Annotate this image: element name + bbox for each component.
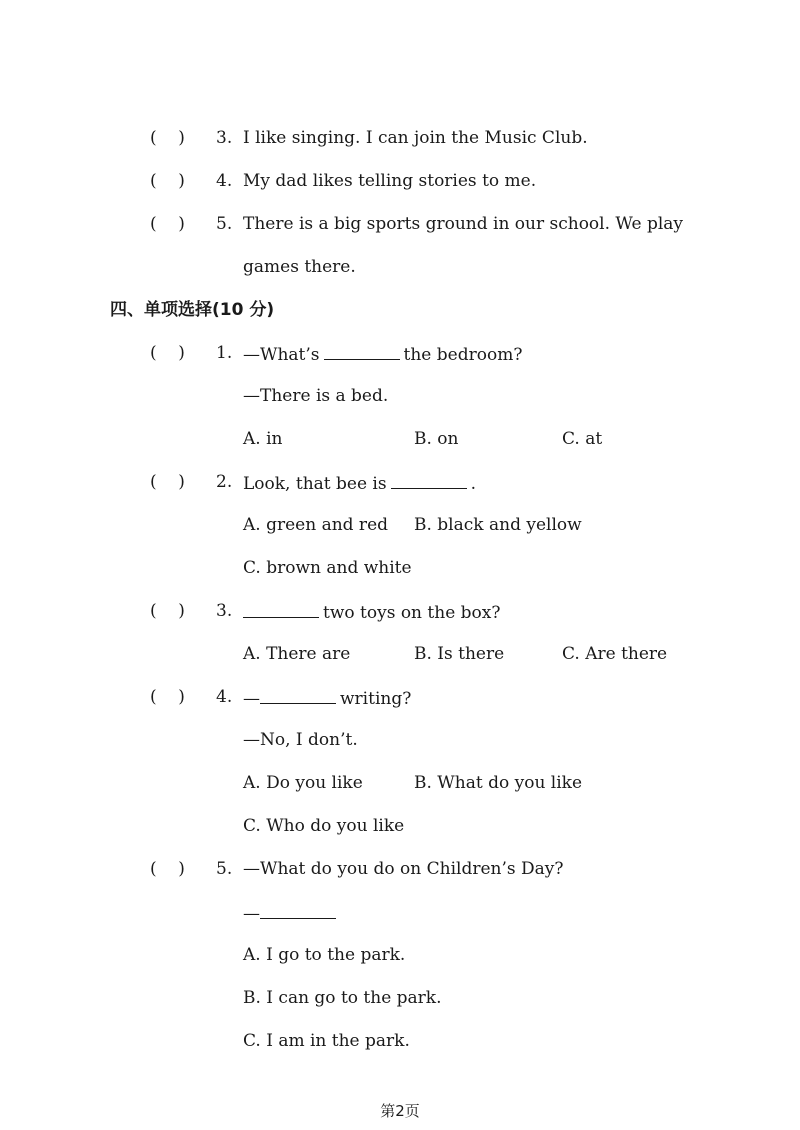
option-c[interactable]: C. Are there bbox=[562, 644, 668, 664]
question-text bbox=[243, 341, 522, 367]
option-c[interactable]: C. brown and white bbox=[243, 558, 412, 578]
answer-blank[interactable] bbox=[260, 685, 336, 704]
option-a[interactable]: A. green and red bbox=[243, 515, 389, 535]
section-title: 四、单项选择(10 分) bbox=[110, 300, 275, 320]
question-number: 1. bbox=[216, 343, 233, 363]
dialogue-dash: — bbox=[243, 904, 260, 924]
question-number: 3. bbox=[216, 128, 233, 148]
question-text bbox=[243, 599, 500, 625]
question-text: There is a big sports ground in our school. We play bbox=[243, 214, 684, 234]
answer-paren[interactable]: ( ) bbox=[150, 214, 185, 234]
question-text-post: the bedroom? bbox=[403, 345, 523, 365]
dialogue-line: —There is a bed. bbox=[243, 386, 389, 406]
option-a[interactable]: A. in bbox=[243, 429, 283, 449]
dialogue-line: —No, I don’t. bbox=[243, 730, 358, 750]
answer-paren[interactable]: ( ) bbox=[150, 171, 185, 191]
question-text-continued: games there. bbox=[243, 257, 356, 277]
question-number: 5. bbox=[216, 214, 233, 234]
question-number: 4. bbox=[216, 687, 233, 707]
option-b[interactable]: B. I can go to the park. bbox=[243, 988, 442, 1008]
question-text-post: writing? bbox=[340, 689, 412, 709]
answer-paren[interactable]: ( ) bbox=[150, 128, 185, 148]
question-number: 4. bbox=[216, 171, 233, 191]
option-b[interactable]: B. black and yellow bbox=[414, 515, 582, 535]
question-text: I like singing. I can join the Music Club. bbox=[243, 128, 588, 148]
question-text bbox=[243, 685, 411, 711]
question-number: 5. bbox=[216, 859, 233, 879]
question-text: —What do you do on Children’s Day? bbox=[243, 859, 564, 879]
question-text-pre: —What’s bbox=[243, 345, 320, 365]
answer-paren[interactable]: ( ) bbox=[150, 601, 185, 621]
answer-paren[interactable]: ( ) bbox=[150, 859, 185, 879]
option-b[interactable]: B. on bbox=[414, 429, 459, 449]
question-text: My dad likes telling stories to me. bbox=[243, 171, 537, 191]
option-a[interactable]: A. Do you like bbox=[243, 773, 363, 793]
question-number: 2. bbox=[216, 472, 233, 492]
question-text-pre: — bbox=[243, 689, 260, 709]
question-text bbox=[243, 470, 476, 496]
question-number: 3. bbox=[216, 601, 233, 621]
option-c[interactable]: C. I am in the park. bbox=[243, 1031, 410, 1051]
answer-paren[interactable]: ( ) bbox=[150, 343, 185, 363]
dialogue-line bbox=[243, 900, 340, 926]
answer-blank[interactable] bbox=[391, 470, 467, 489]
answer-blank[interactable] bbox=[324, 341, 400, 360]
question-text-post: two toys on the box? bbox=[323, 603, 501, 623]
option-c[interactable]: C. Who do you like bbox=[243, 816, 405, 836]
page-number: 第2页 bbox=[380, 1102, 420, 1120]
option-b[interactable]: B. Is there bbox=[414, 644, 505, 664]
answer-paren[interactable]: ( ) bbox=[150, 687, 185, 707]
question-text-post: . bbox=[470, 474, 476, 494]
option-c[interactable]: C. at bbox=[562, 429, 603, 449]
option-a[interactable]: A. I go to the park. bbox=[243, 945, 406, 965]
answer-paren[interactable]: ( ) bbox=[150, 472, 185, 492]
question-text-pre: Look, that bee is bbox=[243, 474, 387, 494]
option-a[interactable]: A. There are bbox=[243, 644, 351, 664]
answer-blank[interactable] bbox=[260, 900, 336, 919]
option-b[interactable]: B. What do you like bbox=[414, 773, 583, 793]
answer-blank[interactable] bbox=[243, 599, 319, 618]
